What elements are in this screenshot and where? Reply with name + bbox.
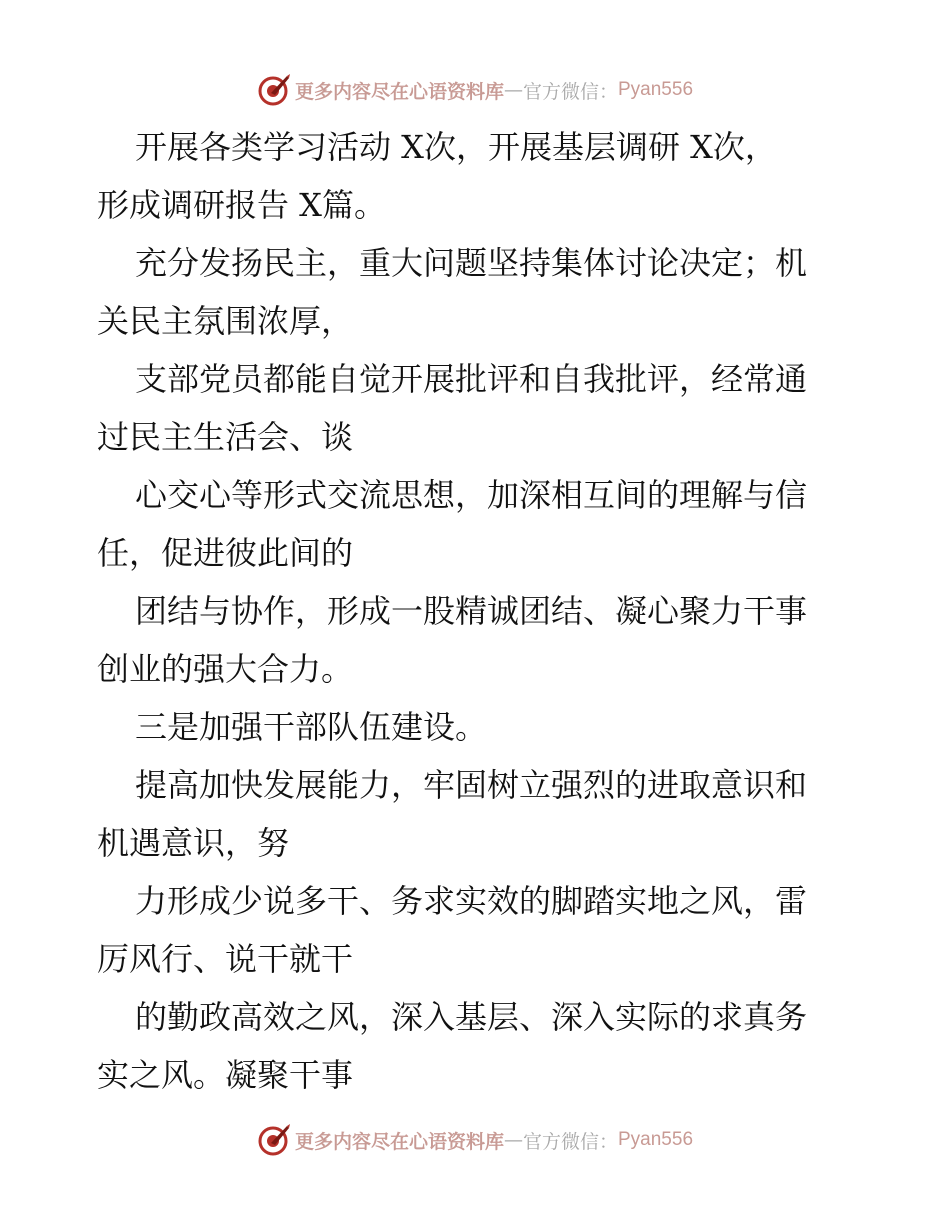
quill-logo-icon [257,73,291,107]
paragraph-line: 过民主生活会、谈 [97,418,354,456]
paragraph-line: 机遇意识，努 [97,824,290,862]
section-heading [97,698,857,756]
header-brand-text: 更多内容尽在心语资料库 [294,80,504,103]
paragraph-line: 关民主氛围浓厚， [97,302,354,340]
paragraph-4 [97,466,857,582]
paragraph-line: 实之风。凝聚干事 [97,1056,354,1094]
paragraph-line: 心交心等形式交流思想，加深相互间的理解与信 [135,476,808,514]
paragraph-line: 开展各类学习活动 X次，开展基层调研 X次， [135,128,777,166]
paragraph-line: 创业的强大合力。 [97,650,354,688]
paragraph-line: 力形成少说多干、务求实效的脚踏实地之风，雷 [135,882,808,920]
paragraph-5 [97,582,857,698]
paragraph-line: 厉风行、说干就干 [97,940,354,978]
paragraph-line: 形成调研报告 X篇。 [97,186,386,224]
paragraph-line: 团结与协作，形成一股精诚团结、凝心聚力干事 [135,592,808,630]
paragraph-3 [97,350,857,466]
quill-logo-icon [257,1123,291,1157]
footer-wechat-id: Pyan556 [618,1129,694,1150]
paragraph-line: 充分发扬民主，重大问题坚持集体讨论决定；机 [135,244,808,282]
paragraph-2 [97,234,857,350]
paragraph-7 [97,756,857,872]
paragraph-line: 支部党员都能自觉开展批评和自我批评，经常通 [135,360,808,398]
document-body [97,118,857,1104]
footer-dash: — [503,1129,523,1151]
footer-banner [0,1120,950,1160]
paragraph-line: 提高加快发展能力，牢固树立强烈的进取意识和 [135,766,808,804]
paragraph-line: 的勤政高效之风，深入基层、深入实际的求真务 [135,998,808,1036]
footer-wechat-label: 官方微信： [522,1130,618,1153]
paragraph-line: 任，促进彼此间的 [97,534,354,572]
header-banner [0,70,950,110]
paragraph-8 [97,872,857,988]
paragraph-9 [97,988,857,1104]
paragraph-1 [97,118,857,234]
header-dash: — [503,79,523,101]
header-wechat-id: Pyan556 [618,79,694,100]
header-wechat-label: 官方微信： [522,80,618,103]
footer-brand-text: 更多内容尽在心语资料库 [294,1130,504,1153]
paragraph-line: 三是加强干部队伍建设。 [135,708,488,746]
